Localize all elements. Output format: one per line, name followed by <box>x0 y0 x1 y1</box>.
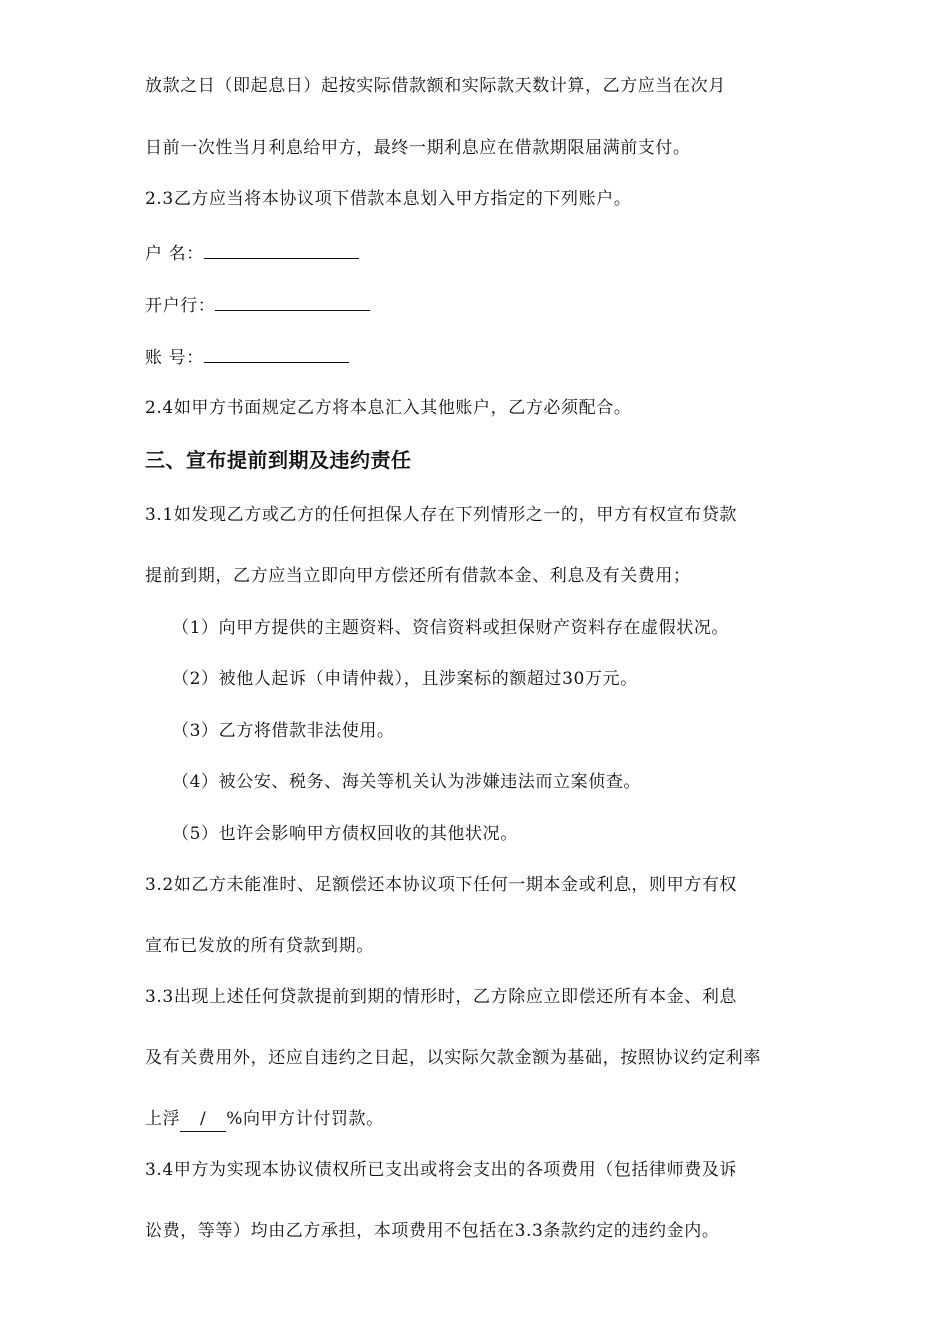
penalty-rate-prefix: 上浮 <box>145 1109 181 1129</box>
account-number-row <box>145 344 810 370</box>
clause-2-3: 2.3乙方应当将本协议项下借款本息划入甲方指定的下列账户。 <box>145 189 632 209</box>
clause-3-2-line-1: 3.2如乙方未能准时、足额偿还本协议项下任何一期本金或利息，则甲方有权 <box>145 875 738 895</box>
clause-3-3-line-3 <box>145 1107 810 1132</box>
account-number-label: 账 号： <box>145 348 204 368</box>
list-item: （1）向甲方提供的主题资料、资信资料或担保财产资料存在虚假状况。 <box>172 618 730 638</box>
account-name-row <box>145 240 810 266</box>
penalty-rate-blank[interactable]: / <box>180 1107 226 1132</box>
clause-3-4-line-1: 3.4甲方为实现本协议债权所已支出或将会支出的各项费用（包括律师费及诉 <box>145 1160 738 1180</box>
clause-3-4-line-2: 讼费，等等）均由乙方承担，本项费用不包括在3.3条款约定的违约金内。 <box>145 1221 720 1241</box>
account-bank-row <box>145 292 810 318</box>
section-3-heading: 三、宣布提前到期及违约责任 <box>145 448 412 472</box>
clause-2-4: 2.4如甲方书面规定乙方将本息汇入其他账户，乙方必须配合。 <box>145 398 632 418</box>
list-item: （2）被他人起诉（申请仲裁），且涉案标的额超过30万元。 <box>172 669 638 689</box>
account-bank-label: 开户行： <box>145 296 216 316</box>
account-number-blank[interactable] <box>204 344 349 363</box>
account-bank-blank[interactable] <box>215 292 370 311</box>
list-item: （4）被公安、税务、海关等机关认为涉嫌违法而立案侦查。 <box>172 772 642 792</box>
clause-3-3-line-1: 3.3出现上述任何贷款提前到期的情形时，乙方除应立即偿还所有本金、利息 <box>145 987 738 1007</box>
clause-3-1-line-2: 提前到期，乙方应当立即向甲方偿还所有借款本金、利息及有关费用； <box>145 566 691 586</box>
paragraph-line: 放款之日（即起息日）起按实际借款额和实际款天数计算，乙方应当在次月 <box>145 76 726 96</box>
list-item: （3）乙方将借款非法使用。 <box>172 721 395 741</box>
clause-3-2-line-2: 宣布已发放的所有贷款到期。 <box>145 936 374 956</box>
account-name-blank[interactable] <box>204 240 359 259</box>
paragraph-line: 日前一次性当月利息给甲方，最终一期利息应在借款期限届满前支付。 <box>145 138 691 158</box>
penalty-rate-suffix: %向甲方计付罚款。 <box>226 1109 384 1129</box>
clause-3-3-line-2: 及有关费用外，还应自违约之日起，以实际欠款金额为基础，按照协议约定利率 <box>145 1048 761 1068</box>
account-name-label: 户 名： <box>145 244 204 264</box>
list-item: （5）也许会影响甲方债权回收的其他状况。 <box>172 824 518 844</box>
clause-3-1-line-1: 3.1如发现乙方或乙方的任何担保人存在下列情形之一的，甲方有权宣布贷款 <box>145 505 738 525</box>
